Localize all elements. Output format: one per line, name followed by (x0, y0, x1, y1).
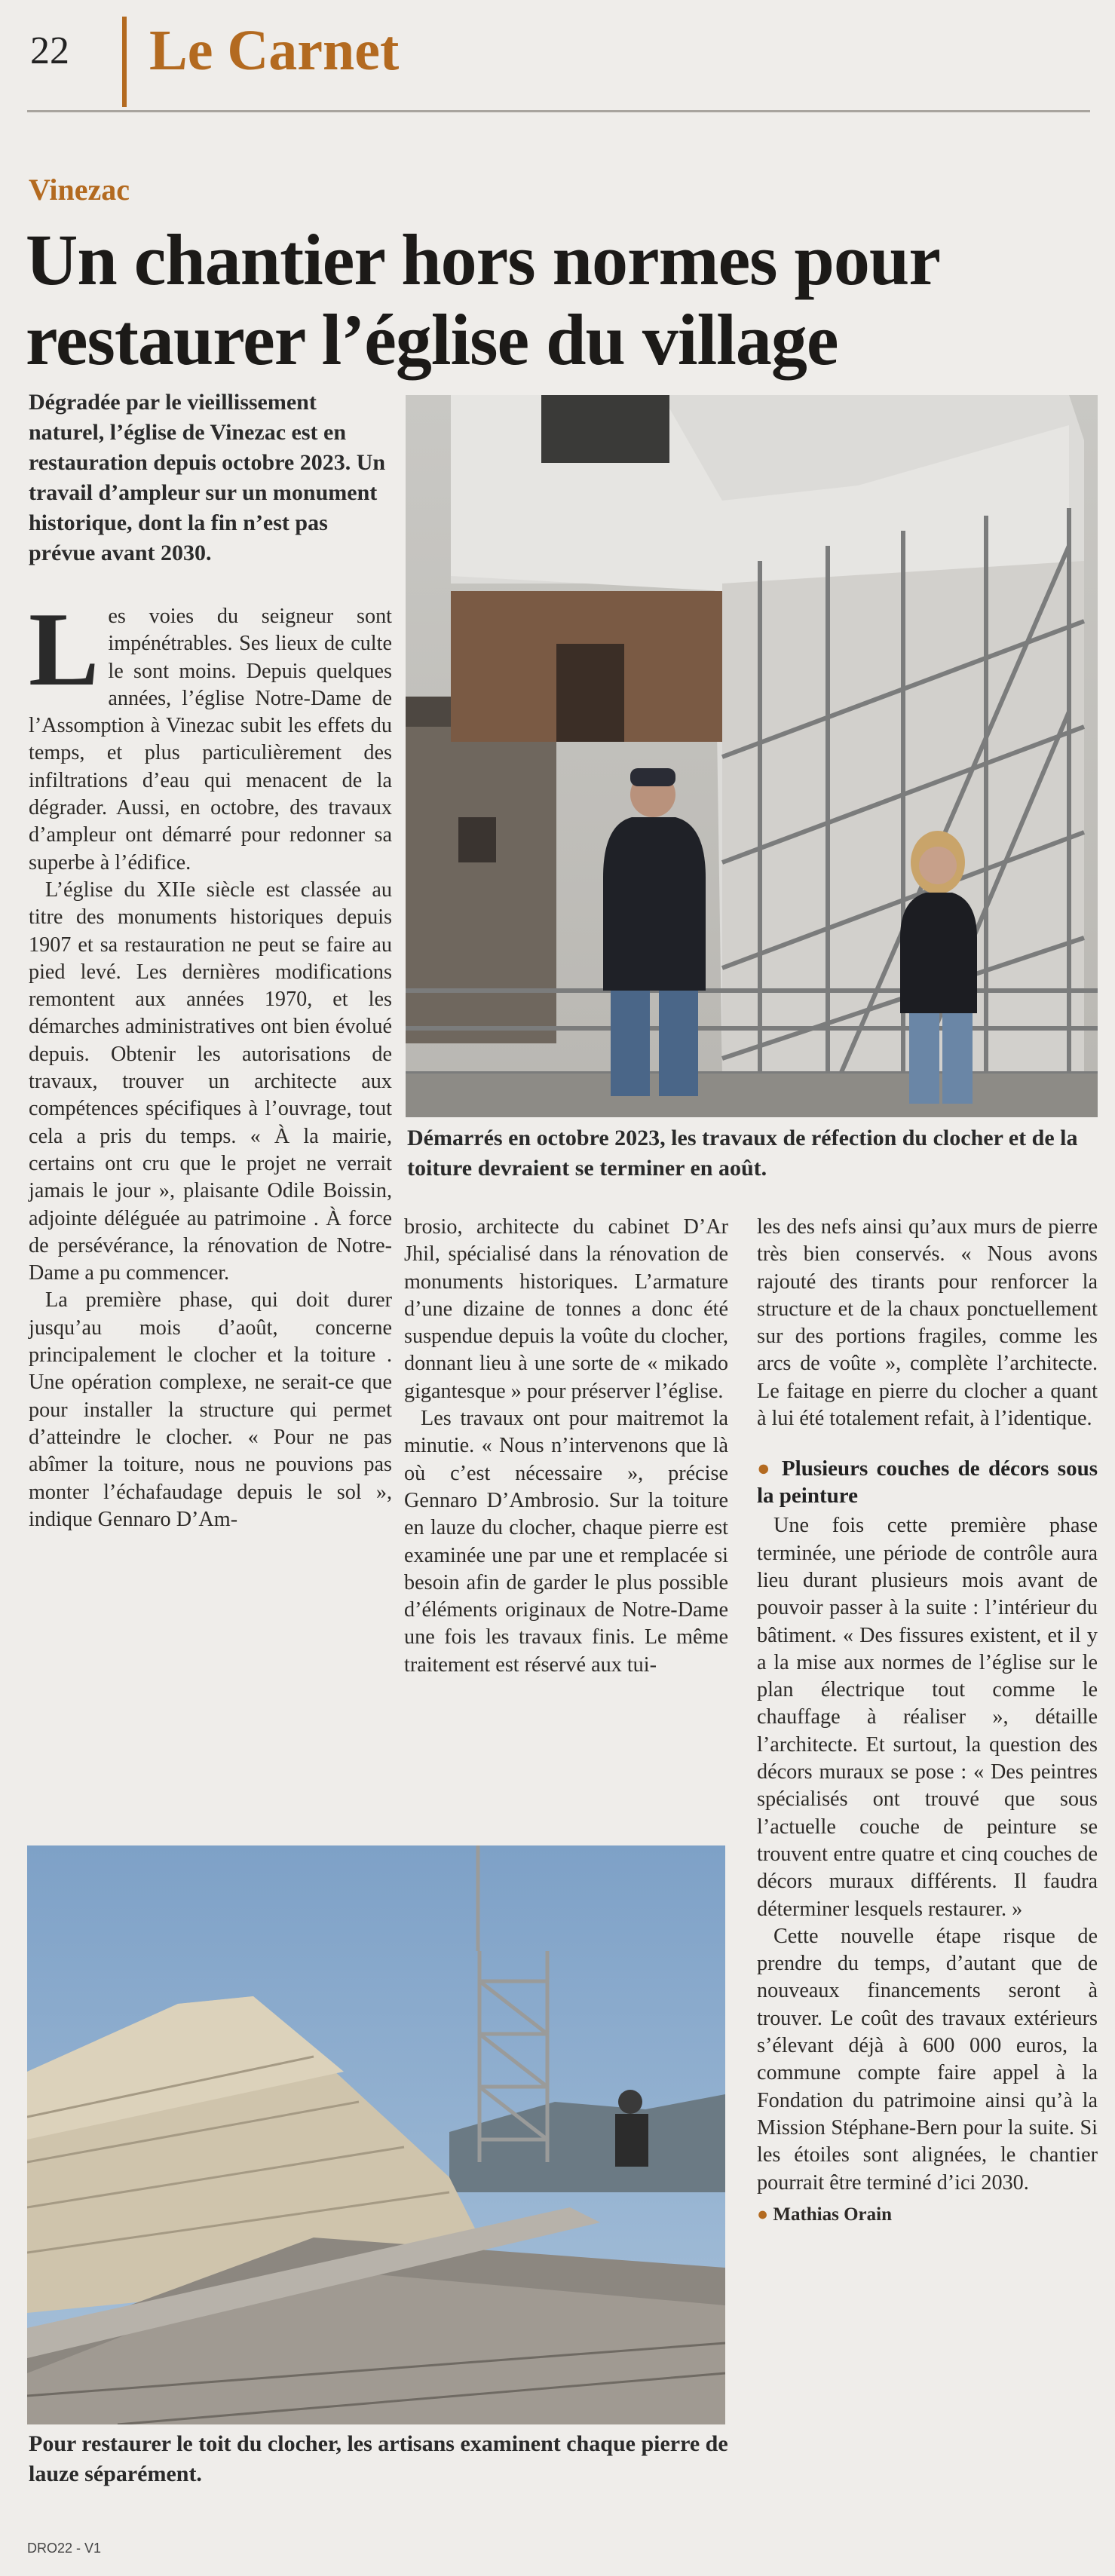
article-column-2 (404, 1214, 728, 1679)
paragraph: La première phase, qui doit durer jusqu’au mois d’août, concerne principalement le clocher et la toiture . Une opération complexe, ne serait-ce que pour installer la structure qui permet d’atteindre le clocher. « Pour ne pas abîmer la toiture, nous ne pouvions pas monter l’échafaudage depuis le sol », indique Gennaro D’Am- (29, 1288, 392, 1531)
article-column-3 (757, 1214, 1098, 2228)
paragraph-text: es voies du seigneur sont impénétrables. Ses lieux de culte le sont moins. Depuis quelques années, l’église Notre-Dame de l’Assomption à Vinezac subit les effets du temps, et plus particulièrement des infiltrations d’eau qui menacent de la dégrader. Aussi, en octobre, des travaux d’ampleur ont démarré pour redonner sa superbe à l’édifice. (29, 605, 392, 874)
bullet-icon: ● (757, 1456, 773, 1481)
page-footer-code: DRO22 - V1 (27, 2541, 102, 2556)
paragraph: les des nefs ainsi qu’aux murs de pierre très bien conservés. « Nous avons rajouté des tirants pour renforcer la structure et de la chaux ponctuellement sur des portions fragiles, comme les arcs de voûte », complète l’architecte. Le faitage en pierre du clocher a quant à lui été totalement refait, à l’identique. (757, 1215, 1098, 1431)
paragraph (29, 591, 392, 877)
author-signature (757, 2201, 1098, 2228)
article-column-1 (29, 591, 392, 1533)
header-rule (27, 110, 1090, 112)
section-title: Le Carnet (149, 19, 400, 82)
article-headline: Un chantier hors normes pour restaurer l’église du village (26, 219, 939, 380)
page-number: 22 (30, 29, 69, 72)
caption-bottom-photo: Pour restaurer le toit du clocher, les artisans examinent chaque pierre de lauze séparément. (29, 2431, 728, 2486)
author-name: Mathias Orain (773, 2204, 893, 2225)
subheading (757, 1455, 1098, 1509)
subheading-text: Plusieurs couches de décors sous la peinture (757, 1456, 1098, 1509)
paragraph: brosio, architecte du cabinet D’Ar Jhil, spécialisé dans la rénovation de monuments historiques. L’armature d’une dizaine de tonnes a donc été suspendue depuis la voûte du clocher, donnant lieu à une sorte de « mikado gigantesque » pour préserver l’église. (404, 1215, 728, 1403)
paragraph: Cette nouvelle étape risque de prendre du temps, d’autant que de nouveaux financements seront à trouver. Le coût des travaux extérieurs s’élevant déjà à 600 000 euros, la commune compte faire appel à la Fondation du patrimoine ainsi qu’à la Mission Stéphane-Bern pour la suite. Si les étoiles sont alignées, le chantier pourrait être terminé d’ici 2030. (757, 1924, 1098, 2195)
header-divider (122, 17, 127, 107)
paragraph: Une fois cette première phase terminée, une période de contrôle aura lieu durant plusieurs mois avant de pouvoir passer à la suite : l’intérieur du bâtiment. « Des fissures existent, et il y a la mise aux normes de l’église sur le plan électrique tout comme le chauffage à réaliser », détaille l’architecte. Et surtout, la question des décors muraux se pose : « Des peintres spécialisés ont trouvé que sous l’actuelle couche de peinture se trouvent entre quatre et cinq couches de décors muraux différents. Il faudra déterminer lesquels restaurer. » (757, 1514, 1098, 1921)
paragraph: Les travaux ont pour maitremot la minutie. « Nous n’intervenons que là où c’est nécessaire », précise Gennaro D’Ambrosio. Sur la toiture en lauze du clocher, chaque pierre est examinée une par une et remplacée si besoin afin de garder le plus possible d’éléments originaux de Notre-Dame une fois les travaux finis. Le même traitement est réservé aux tui- (404, 1407, 728, 1677)
drop-cap: L (29, 591, 100, 708)
bullet-icon: ● (757, 2204, 769, 2225)
photo-bell-tower-roof (27, 1845, 725, 2424)
article-kicker: Vinezac (29, 173, 130, 207)
paragraph: L’église du XIIe siècle est classée au titre des monuments historiques depuis 1907 et sa restauration ne peut se faire au pied levé. Les dernières modifications remontent aux années 1970, et les démarches administratives ont bien évolué depuis. Obtenir les autorisations de travaux, trouver un architecte aux compétences spécifiques à l’ouvrage, tout cela a pris du temps. « À la mairie, certains ont cru que le projet ne verrait jamais le jour », plaisante Odile Boissin, adjointe déléguée au patrimoine . À force de persévérance, la rénovation de Notre-Dame a pu commencer. (29, 878, 392, 1285)
photo-church-scaffolding (406, 395, 1098, 1117)
caption-top-photo: Démarrés en octobre 2023, les travaux de réfection du clocher et de la toiture devraient se terminer en août. (407, 1126, 1078, 1181)
article-lead: Dégradée par le vieillissement naturel, l’église de Vinezac est en restauration depuis octobre 2023. Un travail d’ampleur sur un monument historique, dont la fin n’est pas prévue avant 2030. (29, 390, 386, 565)
